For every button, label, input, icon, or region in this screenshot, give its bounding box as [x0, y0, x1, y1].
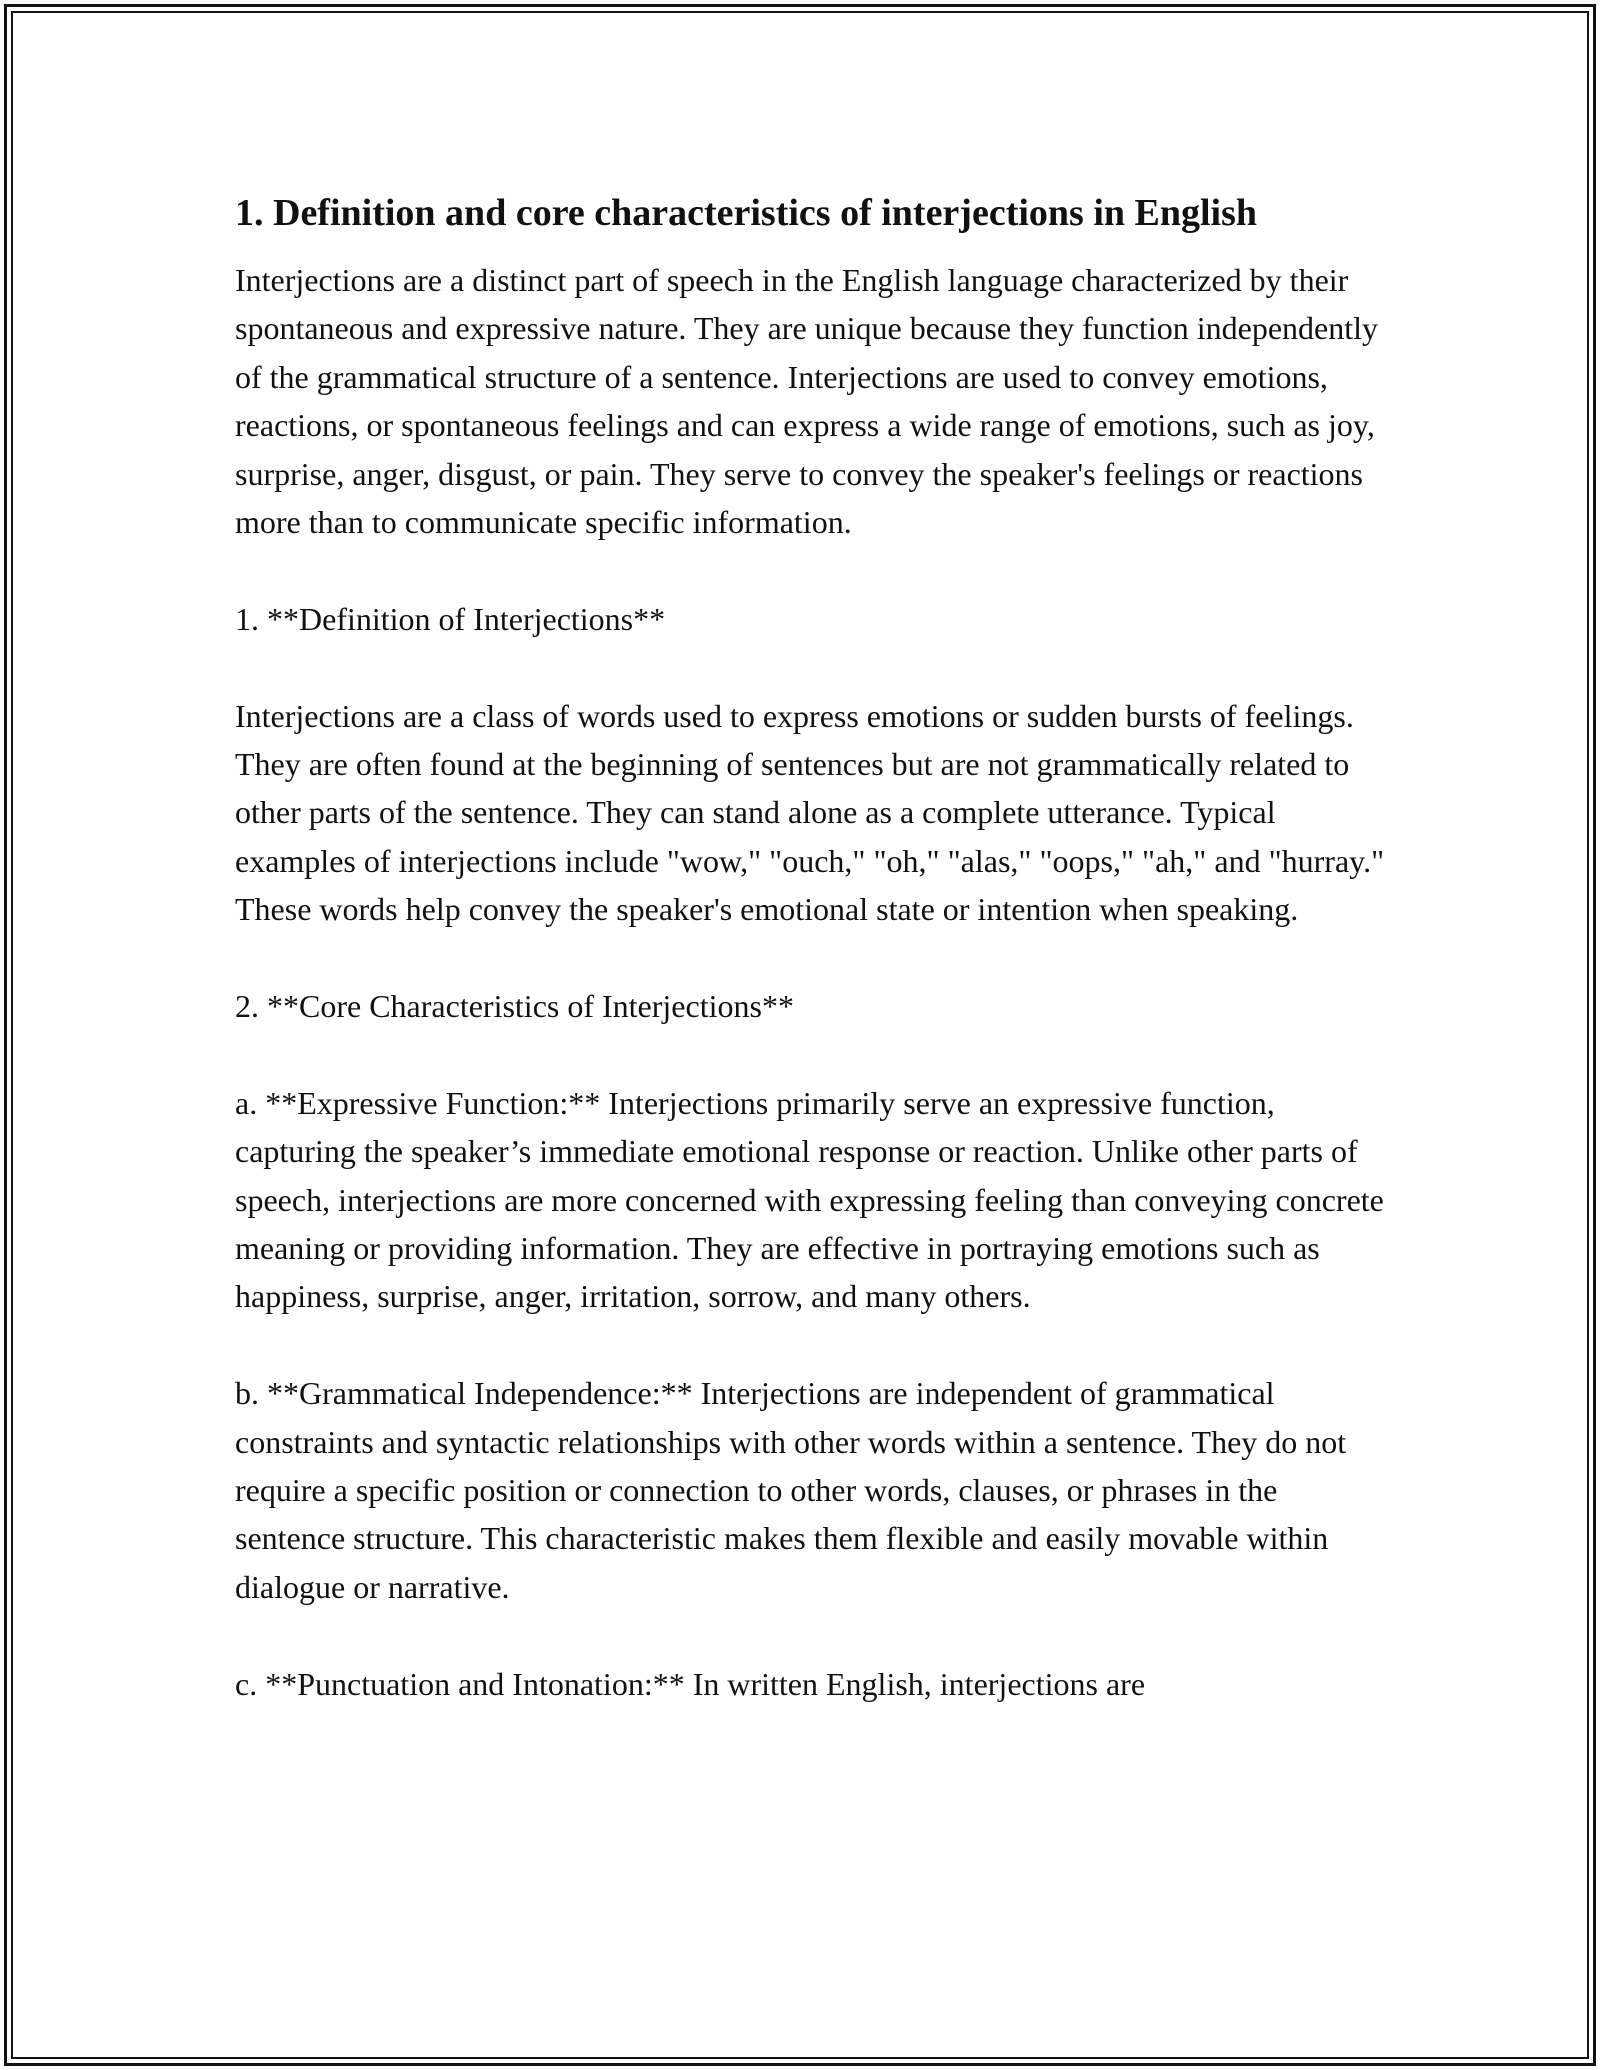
subheading-definition: 1. **Definition of Interjections** [235, 600, 666, 637]
intro-paragraph: Interjections are a distinct part of speech in the English language characterized by their spontaneous and expressive nature. They are unique because they function independently of the grammatical structure of a sentence. Interjections are used to convey emotions, reactions, or spontaneous feelings and can express a wide range of emotions, such as joy, surprise, anger, disgust, or pain. They serve to convey the speaker's feelings or reactions more than to communicate specific information. [235, 262, 1379, 541]
paragraph-spacer [235, 1030, 1385, 1078]
paragraph-spacer [235, 1611, 1385, 1659]
paragraph-spacer [235, 1321, 1385, 1369]
paragraph-spacer [235, 934, 1385, 982]
paragraph-spacer [235, 546, 1385, 594]
document-body [235, 186, 1385, 1708]
expressive-function-paragraph: a. **Expressive Function:** Interjections primarily serve an expressive function, capturing the speaker’s immediate emotional response or reaction. Unlike other parts of speech, interjections are more concerned with expressing feeling than conveying concrete meaning or providing information. They are effective in portraying emotions such as happiness, surprise, anger, irritation, sorrow, and many others. [235, 1084, 1384, 1315]
definition-paragraph: Interjections are a class of words used to express emotions or sudden bursts of feelings. They are often found at the beginning of sentences but are not grammatically related to other parts of the sentence. They can stand alone as a complete utterance. Typical examples of interjections include "wow," "ouch," "oh," "alas," "oops," "ah," and "hurray." These words help convey the speaker's emotional state or intention when speaking. [235, 697, 1385, 928]
paragraph-spacer [235, 643, 1385, 691]
punctuation-intonation-paragraph: c. **Punctuation and Intonation:** In written English, interjections are [235, 1665, 1146, 1702]
grammatical-independence-paragraph: b. **Grammatical Independence:** Interjections are independent of grammatical constraints and syntactic relationships with other words within a sentence. They do not require a specific position or connection to other words, clauses, or phrases in the sentence structure. This characteristic makes them flexible and easily movable within dialogue or narrative. [235, 1375, 1347, 1605]
section-heading: 1. Definition and core characteristics of interjections in English [235, 192, 1258, 234]
subheading-core-characteristics: 2. **Core Characteristics of Interjections** [235, 988, 794, 1025]
